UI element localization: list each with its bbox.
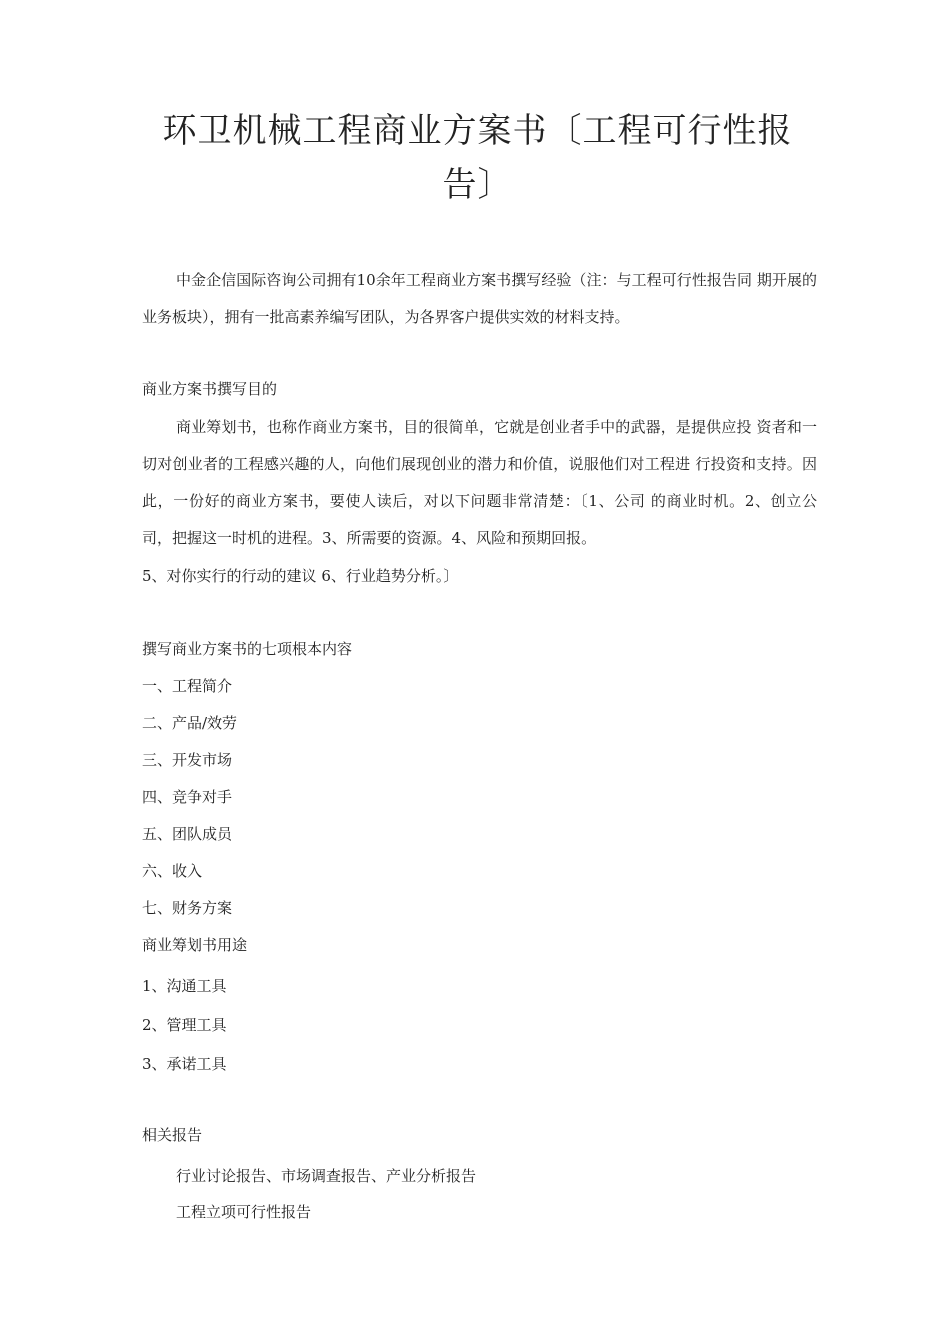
list-item: 四、竞争对手 [142,788,233,806]
purpose-paragraph: 商业筹划书，也称作商业方案书，目的很简单，它就是创业者手中的武器，是提供应投 资者和一切对创业者的工程感兴趣的人，向他们展现创业的潜力和价值，说服他们对工程进 行投资和支持。因此，一份好的商业方案书，要使人读后，对以下问题非常清楚：〔1、公司 的商业时机。2、创立公司，把握这一时机的进程。3、所需要的资源。4、风险和预期回报。 [142,418,817,547]
contents-heading: 撰写商业方案书的七项根本内容 [142,640,353,658]
list-item: 六、收入 [142,862,203,880]
uses-heading: 商业筹划书用途 [142,936,248,954]
list-item: 行业讨论报告、市场调查报告、产业分析报告 [176,1167,477,1185]
list-item: 1、沟通工具 [142,977,227,995]
list-item: 工程立项可行性报告 [176,1203,312,1221]
purpose-last-line: 5、对你实行的行动的建议 6、行业趋势分析。〕 [142,567,459,585]
list-item: 一、工程简介 [142,677,233,695]
list-item: 五、团队成员 [142,825,233,843]
purpose-heading: 商业方案书撰写目的 [142,380,278,398]
related-heading: 相关报告 [142,1126,203,1144]
list-item: 七、财务方案 [142,899,233,917]
document-title: 环卫机械工程商业方案书〔工程可行性报告〕 [162,111,793,205]
intro-paragraph: 中金企信国际咨询公司拥有10余年工程商业方案书撰写经验（注：与工程可行性报告同 期开展的业务板块），拥有一批高素养编写团队，为各界客户提供实效的材料支持。 [142,271,817,326]
list-item: 三、开发市场 [142,751,233,769]
list-item: 2、管理工具 [142,1016,227,1034]
list-item: 二、产品/效劳 [142,714,238,732]
list-item: 3、承诺工具 [142,1055,227,1073]
